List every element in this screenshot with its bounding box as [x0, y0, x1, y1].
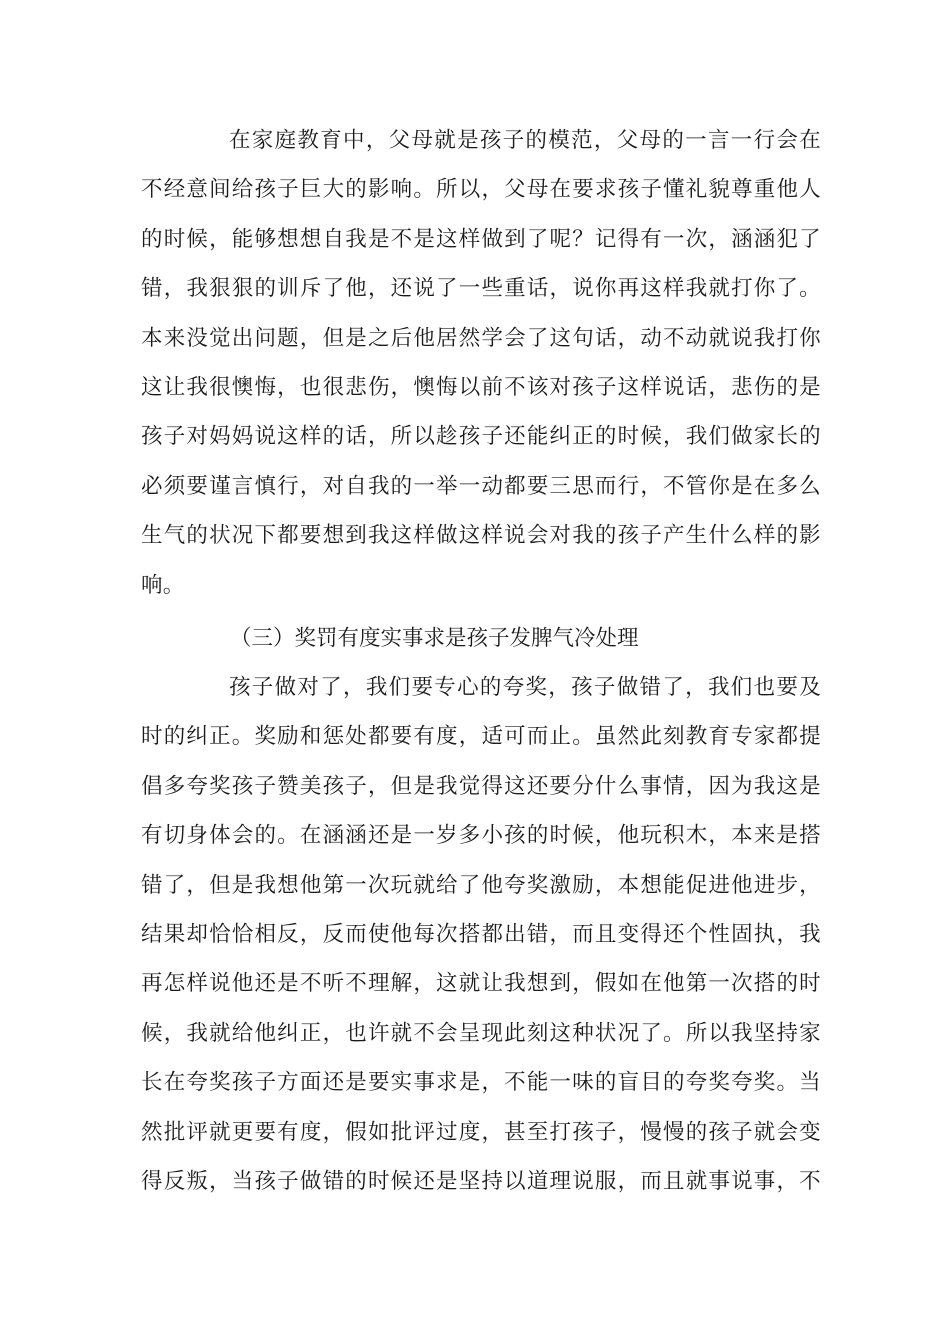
paragraph-line: 错，我狠狠的训斥了他，还说了一些重话，说你再这样我就打你了。	[141, 276, 821, 302]
paragraph-line: 这让我很懊悔，也很悲伤，懊悔以前不该对孩子这样说话，悲伤的是	[141, 374, 821, 400]
paragraph-line: 孩子对妈妈说这样的话，所以趁孩子还能纠正的时候，我们做家长的	[141, 424, 821, 450]
paragraph-line: 不经意间给孩子巨大的影响。所以，父母在要求孩子懂礼貌尊重他人	[141, 177, 821, 203]
paragraph-line: 错了，但是我想他第一次玩就给了他夸奖激励，本想能促进他进步，	[141, 872, 821, 898]
paragraph-line: 本来没觉出问题，但是之后他居然学会了这句话，动不动就说我打你	[141, 325, 821, 351]
paragraph-line: 候，我就给他纠正，也许就不会呈现此刻这种状况了。所以我坚持家	[141, 1020, 821, 1046]
paragraph-line: 的时候，能够想想自我是不是这样做到了呢？记得有一次，涵涵犯了	[141, 226, 821, 252]
paragraph-line: 生气的状况下都要想到我这样做这样说会对我的孩子产生什么样的影	[141, 523, 821, 549]
paragraph-line: 必须要谨言慎行，对自我的一举一动都要三思而行，不管你是在多么	[141, 473, 821, 499]
section-heading: （三）奖罚有度实事求是孩子发脾气冷处理	[230, 626, 639, 651]
paragraph-line: 长在夸奖孩子方面还是要实事求是，不能一味的盲目的夸奖夸奖。当	[141, 1070, 821, 1096]
paragraph-line: 再怎样说他还是不听不理解，这就让我想到，假如在他第一次搭的时	[141, 971, 821, 997]
paragraph-line: 然批评就更要有度，假如批评过度，甚至打孩子，慢慢的孩子就会变	[141, 1119, 821, 1145]
paragraph-line: 孩子做对了，我们要专心的夸奖，孩子做错了，我们也要及	[229, 675, 821, 700]
paragraph-line: 倡多夸奖孩子赞美孩子，但是我觉得这还要分什么事情，因为我这是	[141, 773, 821, 799]
paragraph-line: 响。	[141, 572, 185, 598]
paragraph-line: 时的纠正。奖励和惩处都要有度，适可而止。虽然此刻教育专家都提	[141, 724, 821, 750]
paragraph-line: 有切身体会的。在涵涵还是一岁多小孩的时候，他玩积木，本来是搭	[141, 823, 821, 849]
paragraph-line: 在家庭教育中，父母就是孩子的模范，父母的一言一行会在	[229, 128, 821, 153]
paragraph-line: 得反叛，当孩子做错的时候还是坚持以道理说服，而且就事说事，不	[141, 1168, 821, 1194]
paragraph-1	[141, 116, 821, 610]
paragraph-line: 结果却恰恰相反，反而使他每次搭都出错，而且变得还个性固执，我	[141, 921, 821, 947]
paragraph-2	[141, 663, 821, 1206]
